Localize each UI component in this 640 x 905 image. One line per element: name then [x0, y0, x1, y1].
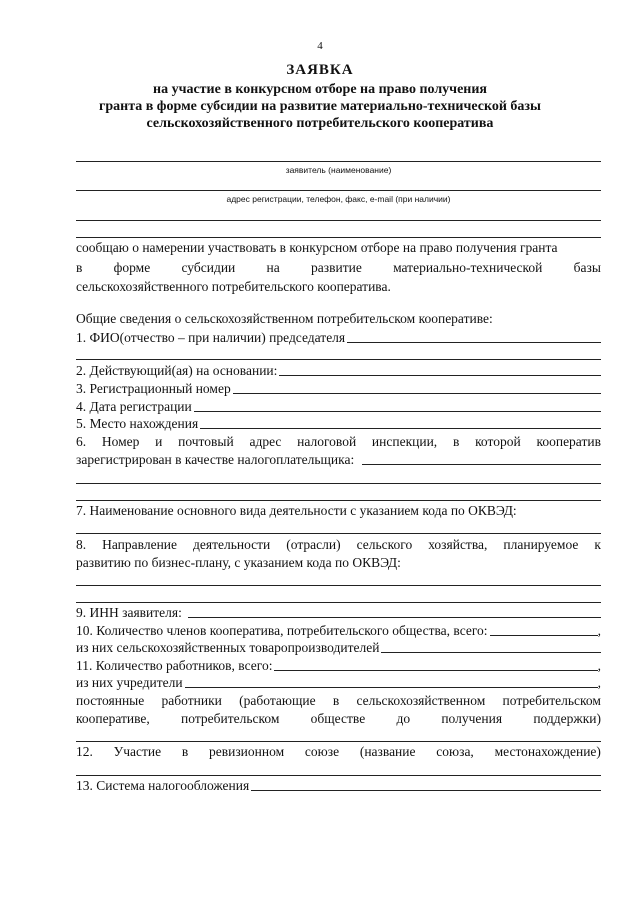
item-2-label: 2. Действующий(ая) на основании: — [76, 363, 278, 378]
item-10-label: 10. Количество членов кооператива, потребительского общества, всего: — [76, 623, 488, 638]
word: 12. — [76, 744, 93, 759]
registration-number-field[interactable] — [233, 381, 601, 394]
word: кооперативе, — [76, 711, 150, 726]
blank-line[interactable] — [76, 602, 601, 603]
location-field[interactable] — [200, 416, 601, 429]
item-11-row — [76, 658, 601, 674]
applicant-name-line[interactable] — [76, 161, 601, 162]
applicant-caption: заявитель (наименование) — [285, 165, 392, 175]
intro-line-3: сельскохозяйственного потребительского кооператива. — [76, 279, 391, 294]
tax-system-field[interactable] — [251, 778, 601, 791]
item-11b-row — [76, 675, 601, 691]
word: на — [266, 260, 280, 275]
founders-count-field[interactable] — [185, 675, 598, 688]
page-number: 4 — [317, 40, 323, 52]
audit-union-field[interactable] — [76, 775, 601, 776]
word: местонахождение) — [494, 744, 601, 759]
inn-field[interactable] — [188, 605, 601, 618]
address-caption: адрес регистрации, телефон, факс, e-mail (при наличии) — [226, 194, 451, 204]
producers-count-field[interactable] — [381, 640, 601, 653]
blank-line[interactable] — [76, 220, 601, 221]
activity-field[interactable] — [76, 533, 601, 534]
item-9-label: 9. ИНН заявителя: — [76, 605, 182, 620]
employees-count-field[interactable] — [274, 658, 597, 671]
item-3-row — [76, 381, 601, 397]
word: (название — [359, 744, 416, 759]
word: потребительском — [181, 711, 280, 726]
word: постоянные — [76, 693, 145, 708]
item-6-label: зарегистрирован в качестве налогоплательщика: — [76, 452, 355, 467]
item-6-line-1 — [76, 434, 601, 450]
word: и — [155, 434, 163, 449]
blank-line[interactable] — [76, 359, 601, 360]
blank-line[interactable] — [76, 500, 601, 501]
tax-inspection-field[interactable] — [362, 452, 601, 465]
word: 8. — [76, 537, 87, 552]
word: развитие — [311, 260, 362, 275]
direction-field[interactable] — [76, 585, 601, 586]
blank-line[interactable] — [76, 237, 601, 238]
item-10b-label: из них сельскохозяйственных товаропроизводителей — [76, 640, 380, 655]
word: хозяйства, — [428, 537, 488, 552]
item-4-row — [76, 399, 601, 415]
item-2-row — [76, 363, 601, 379]
item-11-comma: , — [597, 658, 601, 673]
word: союза, — [436, 744, 474, 759]
chairman-name-field[interactable] — [347, 330, 601, 343]
item-12-line — [76, 744, 601, 760]
item-10-comma: , — [597, 623, 601, 638]
item-4-label: 4. Дата регистрации — [76, 399, 192, 414]
item-11-label: 11. Количество работников, всего: — [76, 658, 273, 673]
word: адрес — [249, 434, 282, 449]
item-1-row — [76, 330, 601, 346]
title-line-3: сельскохозяйственного потребительского кооператива — [146, 116, 494, 131]
address-line[interactable] — [76, 190, 601, 191]
word: сельского — [356, 537, 413, 552]
intro-line-1: сообщаю о намерении участвовать в конкурсном отборе на право получения гранта — [76, 240, 558, 255]
blank-line[interactable] — [76, 483, 601, 484]
item-11c-line — [76, 693, 601, 709]
item-13-label: 13. Система налогообложения — [76, 778, 250, 793]
item-5-row — [76, 416, 601, 432]
word: (работающие — [239, 693, 316, 708]
item-3-label: 3. Регистрационный номер — [76, 381, 231, 396]
word: деятельности — [193, 537, 271, 552]
word: форме — [113, 260, 151, 275]
word: в — [452, 434, 460, 449]
item-8-line-1 — [76, 537, 601, 553]
word: в — [332, 693, 340, 708]
word: получения — [441, 711, 503, 726]
item-9-row — [76, 605, 601, 621]
intro-line-2 — [76, 260, 601, 276]
document-title: ЗАЯВКА — [286, 62, 354, 78]
members-count-field[interactable] — [490, 623, 598, 636]
word: Направление — [102, 537, 178, 552]
word: в — [76, 260, 83, 275]
word: 6. — [76, 434, 87, 449]
item-11b-comma: , — [597, 675, 601, 690]
basis-field[interactable] — [279, 363, 601, 376]
permanent-workers-field[interactable] — [76, 741, 601, 742]
general-info-heading: Общие сведения о сельскохозяйственном потребительском кооперативе: — [76, 311, 493, 326]
word: потребительском — [502, 693, 601, 708]
word: инспекции, — [371, 434, 438, 449]
item-10b-row — [76, 640, 601, 656]
registration-date-field[interactable] — [194, 399, 601, 412]
item-7-label: 7. Наименование основного вида деятельности с указанием кода по ОКВЭД: — [76, 503, 517, 518]
word: союзе — [304, 744, 340, 759]
title-line-1: на участие в конкурсном отборе на право получения — [153, 82, 487, 97]
word: налоговой — [297, 434, 357, 449]
word: ревизионном — [209, 744, 285, 759]
word: (отрасли) — [286, 537, 341, 552]
item-8-label: развитию по бизнес-плану, с указанием кода по ОКВЭД: — [76, 555, 401, 570]
title-line-2: гранта в форме субсидии на развитие материально-технической базы — [98, 99, 541, 114]
word: Номер — [101, 434, 140, 449]
word: работники — [161, 693, 222, 708]
item-5-label: 5. Место нахождения — [76, 416, 199, 431]
word: почтовый — [178, 434, 234, 449]
word: базы — [573, 260, 601, 275]
item-13-row — [76, 778, 601, 794]
word: поддержки) — [533, 711, 601, 726]
word: в — [181, 744, 189, 759]
word: субсидии — [181, 260, 236, 275]
word: обществе — [310, 711, 366, 726]
item-1-label: 1. ФИО(отчество – при наличии) председателя — [76, 330, 346, 345]
word: кооператив — [536, 434, 601, 449]
item-11b-label: из них учредители — [76, 675, 183, 690]
item-10-row — [76, 623, 601, 639]
word: Участие — [113, 744, 162, 759]
item-6-row — [76, 452, 601, 468]
word: сельскохозяйственном — [356, 693, 486, 708]
word: которой — [475, 434, 521, 449]
word: планируемое — [503, 537, 579, 552]
word: до — [396, 711, 411, 726]
word: материально-технической — [393, 260, 543, 275]
item-11d-line — [76, 711, 601, 727]
word: к — [594, 537, 601, 552]
